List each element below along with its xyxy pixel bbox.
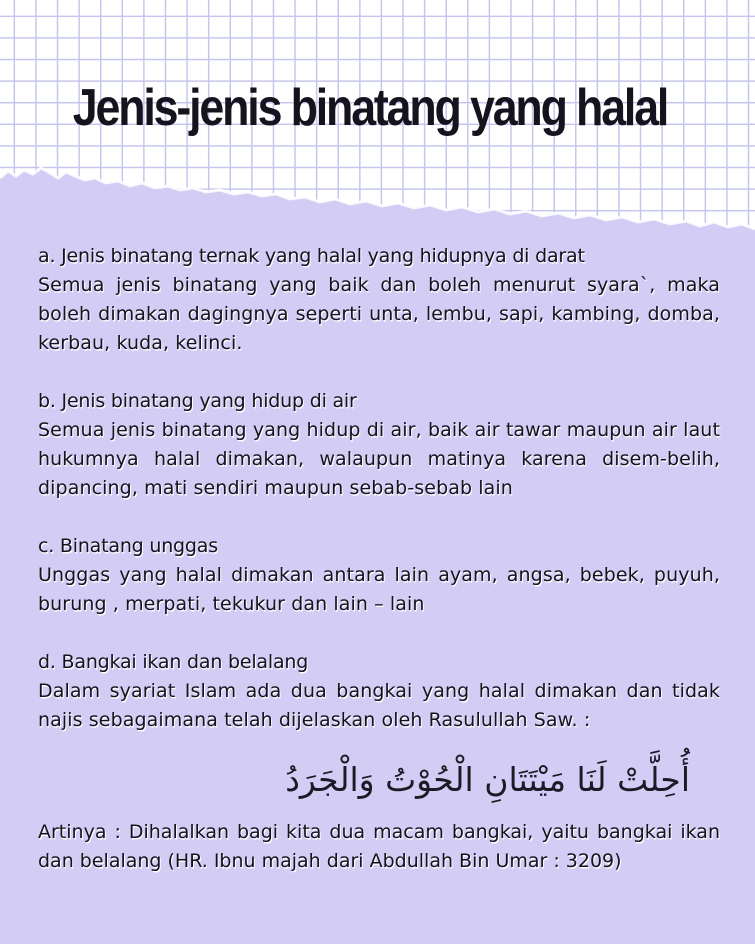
page-title: Jenis-jenis binatang yang halal xyxy=(72,79,668,137)
section-air xyxy=(38,387,720,503)
section-ternak xyxy=(38,242,720,358)
section-body: Semua jenis binatang yang hidup di air, baik air tawar maupun air laut hukumnya halal dimakan, walaupun matinya karena disem-belih, dipancing, mati sendiri maupun sebab-sebab lain xyxy=(38,419,720,499)
section-body: Dalam syariat Islam ada dua bangkai yang halal dimakan dan tidak najis sebagaimana telah dijelaskan oleh Rasulullah Saw. : xyxy=(38,680,720,731)
section-bangkai xyxy=(38,648,720,735)
section-heading: c. Binatang unggas xyxy=(38,535,218,557)
section-heading: b. Jenis binatang yang hidup di air xyxy=(38,390,357,412)
translation-text: Artinya : Dihalalkan bagi kita dua macam bangkai, yaitu bangkai ikan dan belalang (HR. Ibnu majah dari Abdullah Bin Umar : 3209) xyxy=(38,821,720,872)
section-unggas xyxy=(38,532,720,619)
content-body xyxy=(38,242,720,764)
section-body: Unggas yang halal dimakan antara lain ayam, angsa, bebek, puyuh, burung , merpati, tekukur dan lain – lain xyxy=(38,564,720,615)
section-body: Semua jenis binatang yang baik dan boleh menurut syara`, maka boleh dimakan dagingnya seperti unta, lembu, sapi, kambing, domba, kerbau, kuda, kelinci. xyxy=(38,274,720,354)
section-heading: d. Bangkai ikan dan belalang xyxy=(38,651,309,673)
section-heading: a. Jenis binatang ternak yang halal yang hidupnya di darat xyxy=(38,245,585,267)
arabic-hadith-verse: أُحِلَّتْ لَنَا مَيْتَتَانِ الْحُوْتُ وَالْجَرَدُ xyxy=(285,760,690,799)
